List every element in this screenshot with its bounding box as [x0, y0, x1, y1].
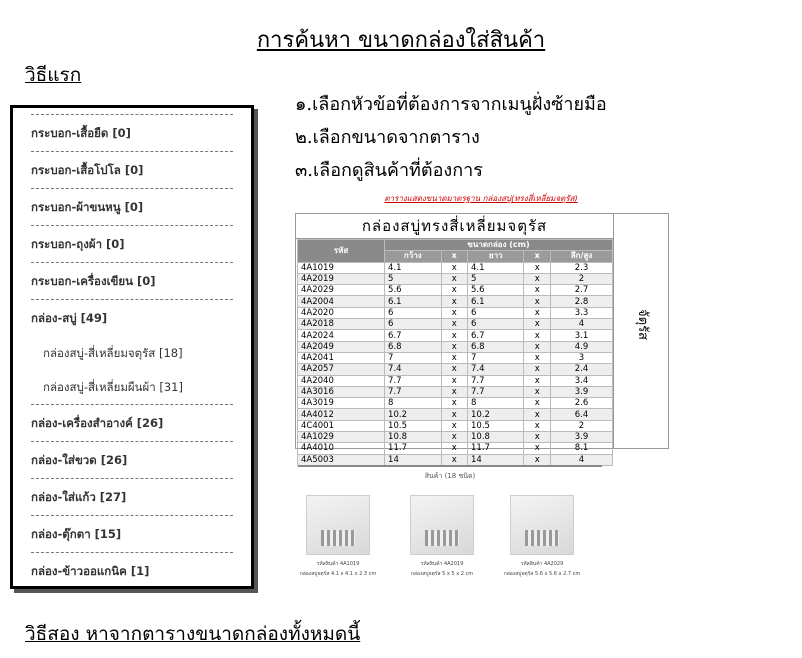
table-row — [298, 319, 613, 330]
table-cell: 4C4001 — [298, 420, 385, 431]
table-cell: 3.4 — [550, 375, 612, 386]
table-cell: 4A1029 — [298, 432, 385, 443]
table-cell: 6.8 — [468, 341, 524, 352]
table-row — [298, 330, 613, 341]
table-cell: x — [524, 375, 551, 386]
table-cell: x — [524, 307, 551, 318]
menu-category-item[interactable]: กล่อง-ข้าวออแกนิค [1] — [31, 552, 233, 589]
table-cell: 4.1 — [385, 262, 441, 273]
table-row — [298, 454, 613, 465]
table-row — [298, 352, 613, 363]
col-width-header: กว้าง — [385, 251, 441, 262]
table-cell: 7.7 — [468, 375, 524, 386]
table-cell: 2 — [550, 420, 612, 431]
step-2: ๒.เลือกขนาดจากตาราง — [295, 127, 480, 148]
table-cell: 4A2018 — [298, 319, 385, 330]
table-cell: 10.5 — [468, 420, 524, 431]
table-cell: 10.8 — [385, 432, 441, 443]
table-cell: 7.4 — [468, 364, 524, 375]
table-cell: x — [524, 454, 551, 465]
menu-subcategory-item[interactable]: กล่องสบู่-สี่เหลี่ยมจตุรัส [18] — [43, 346, 183, 360]
table-row — [298, 296, 613, 307]
table-cell: x — [441, 454, 468, 465]
table-cell: 7.7 — [385, 386, 441, 397]
table-cell: x — [524, 319, 551, 330]
menu-category-item[interactable]: กระบอก-เครื่องเขียน [0] — [31, 262, 233, 299]
table-cell: 4.9 — [550, 341, 612, 352]
table-row — [298, 341, 613, 352]
table-row — [298, 420, 613, 431]
table-row — [298, 409, 613, 420]
table-cell: 6.1 — [468, 296, 524, 307]
table-cell: 7 — [385, 352, 441, 363]
product-image[interactable] — [410, 495, 474, 555]
table-cell: 10.2 — [468, 409, 524, 420]
table-cell: 3.9 — [550, 386, 612, 397]
table-row — [298, 443, 613, 454]
side-label: จัตุรัส — [634, 309, 650, 340]
table-cell: 4A3019 — [298, 398, 385, 409]
table-cell: x — [441, 296, 468, 307]
col-x-header: x — [524, 251, 551, 262]
table-cell: x — [441, 307, 468, 318]
table-cell: x — [524, 262, 551, 273]
table-cell: x — [441, 398, 468, 409]
table-cell: 2.8 — [550, 296, 612, 307]
table-cell: 7 — [468, 352, 524, 363]
product-image[interactable] — [306, 495, 370, 555]
table-cell: x — [441, 285, 468, 296]
product-count-header: สินค้า (18 ชนิด) — [424, 472, 476, 480]
table-caption: ตารางแสดงขนาดมาตรฐาน กล่องสบู่(ทรงสี่เหลี่ยมจตุรัส) — [384, 194, 578, 203]
table-cell: 6.8 — [385, 341, 441, 352]
table-cell: 4A2020 — [298, 307, 385, 318]
table-cell: x — [524, 409, 551, 420]
table-cell: 4A2029 — [298, 285, 385, 296]
table-cell: x — [441, 273, 468, 284]
size-table-side-panel — [613, 214, 668, 448]
table-cell: 3 — [550, 352, 612, 363]
table-cell: 6.1 — [385, 296, 441, 307]
table-cell: 4A4012 — [298, 409, 385, 420]
table-cell: 4A4010 — [298, 443, 385, 454]
menu-category-item[interactable]: กล่อง-สบู่ [49] — [31, 299, 233, 336]
table-cell: 4 — [550, 454, 612, 465]
table-cell: 2.3 — [550, 262, 612, 273]
table-cell: 4A2049 — [298, 341, 385, 352]
product-card[interactable] — [402, 495, 482, 578]
table-cell: 4A2024 — [298, 330, 385, 341]
table-cell: 5 — [385, 273, 441, 284]
category-menu — [10, 105, 254, 589]
table-cell: 6.7 — [468, 330, 524, 341]
table-row — [298, 262, 613, 273]
table-row — [298, 364, 613, 375]
menu-category-item[interactable]: กระบอก-เสื้อยืด [0] — [31, 114, 233, 151]
table-cell: 3.9 — [550, 432, 612, 443]
table-cell: 6 — [468, 307, 524, 318]
table-cell: x — [441, 330, 468, 341]
table-cell: x — [524, 398, 551, 409]
table-cell: 4A2057 — [298, 364, 385, 375]
table-cell: x — [441, 319, 468, 330]
product-name[interactable]: กล่องสบู่จตุรัส 5.6 x 5.6 x 2.7 cm — [503, 571, 581, 577]
menu-category-item[interactable]: กล่อง-เครื่องสำอางค์ [26] — [31, 404, 233, 441]
table-cell: 8 — [468, 398, 524, 409]
table-cell: 6.4 — [550, 409, 612, 420]
menu-category-item[interactable]: กระบอก-ถุงผ้า [0] — [31, 225, 233, 262]
size-table-title: กล่องสบู่ทรงสี่เหลี่ยมจตุรัส — [296, 214, 613, 239]
table-cell: 11.7 — [468, 443, 524, 454]
product-card[interactable] — [502, 495, 582, 578]
table-cell: 5 — [468, 273, 524, 284]
table-row — [298, 432, 613, 443]
table-cell: 11.7 — [385, 443, 441, 454]
table-cell: 6 — [385, 319, 441, 330]
col-height-header: ลึก/สูง — [550, 251, 612, 262]
table-cell: 4A3016 — [298, 386, 385, 397]
method-one-heading: วิธีแรก — [25, 64, 82, 86]
col-length-header: ยาว — [468, 251, 524, 262]
category-menu-list — [13, 108, 251, 589]
table-cell: x — [441, 364, 468, 375]
table-cell: x — [441, 409, 468, 420]
size-table — [297, 239, 613, 466]
table-cell: 10.2 — [385, 409, 441, 420]
table-row — [298, 386, 613, 397]
table-cell: 4 — [550, 319, 612, 330]
table-row — [298, 285, 613, 296]
menu-category-item[interactable]: กล่อง-ใส่แก้ว [27] — [31, 478, 233, 515]
table-cell: 8 — [385, 398, 441, 409]
table-row — [298, 307, 613, 318]
table-cell: 2 — [550, 273, 612, 284]
table-cell: 2.4 — [550, 364, 612, 375]
table-cell: x — [441, 352, 468, 363]
table-cell: 2.6 — [550, 398, 612, 409]
table-cell: x — [524, 330, 551, 341]
table-cell: x — [524, 364, 551, 375]
product-name[interactable]: กล่องสบู่จตุรัส 5 x 5 x 2 cm — [410, 571, 474, 577]
table-cell: 4A2019 — [298, 273, 385, 284]
instruction-steps — [295, 88, 607, 187]
table-cell: x — [441, 432, 468, 443]
table-cell: 4A5003 — [298, 454, 385, 465]
menu-category-item[interactable]: กล่อง-ตุ๊กตา [15] — [31, 515, 233, 552]
table-cell: 6 — [385, 307, 441, 318]
method-two-heading: วิธีสอง หาจากตารางขนาดกล่องทั้งหมดนี้ — [25, 623, 361, 645]
table-cell: 7.4 — [385, 364, 441, 375]
table-cell: 3.1 — [550, 330, 612, 341]
table-cell: 5.6 — [468, 285, 524, 296]
menu-subcategory-item[interactable]: กล่องสบู่-สี่เหลี่ยมผืนผ้า [31] — [43, 380, 183, 394]
table-cell: 6 — [468, 319, 524, 330]
table-cell: 4A2041 — [298, 352, 385, 363]
table-cell: 4A2040 — [298, 375, 385, 386]
table-cell: x — [441, 262, 468, 273]
table-cell: 5.6 — [385, 285, 441, 296]
table-cell: 10.5 — [385, 420, 441, 431]
step-1: ๑.เลือกหัวข้อที่ต้องการจากเมนูฝั่งซ้ายมือ — [295, 94, 607, 115]
product-code: รหัสสินค้า 4A2029 — [520, 561, 564, 567]
table-row — [298, 375, 613, 386]
table-cell: x — [441, 375, 468, 386]
table-cell: x — [524, 352, 551, 363]
table-cell: x — [524, 341, 551, 352]
menu-category-item[interactable]: กระบอก-เสื้อโปโล [0] — [31, 151, 233, 188]
table-cell: x — [524, 420, 551, 431]
table-row — [298, 273, 613, 284]
table-cell: x — [524, 273, 551, 284]
step-3: ๓.เลือกดูสินค้าที่ต้องการ — [295, 160, 483, 181]
table-cell: 14 — [468, 454, 524, 465]
table-row — [298, 398, 613, 409]
menu-category-item[interactable]: กระบอก-ผ้าขนหนู [0] — [31, 188, 233, 225]
table-cell: 10.8 — [468, 432, 524, 443]
col-code-header: รหัส — [298, 240, 385, 263]
table-cell: x — [441, 386, 468, 397]
product-code: รหัสสินค้า 4A2019 — [420, 561, 464, 567]
table-cell: 7.7 — [468, 386, 524, 397]
size-table-image — [295, 213, 669, 465]
table-cell: 4.1 — [468, 262, 524, 273]
table-cell: 4A1019 — [298, 262, 385, 273]
table-cell: x — [524, 285, 551, 296]
product-code: รหัสสินค้า 4A1019 — [316, 561, 360, 567]
page-title: การค้นหา ขนาดกล่องใส่สินค้า — [256, 28, 546, 53]
product-card[interactable] — [298, 495, 378, 578]
table-cell: x — [441, 341, 468, 352]
table-cell: 6.7 — [385, 330, 441, 341]
table-cell: x — [524, 432, 551, 443]
table-cell: 8.1 — [550, 443, 612, 454]
col-x-header: x — [441, 251, 468, 262]
divider — [298, 465, 602, 467]
table-cell: 3.3 — [550, 307, 612, 318]
product-image[interactable] — [510, 495, 574, 555]
table-cell: 14 — [385, 454, 441, 465]
table-cell: x — [524, 443, 551, 454]
table-cell: x — [524, 296, 551, 307]
table-cell: x — [441, 443, 468, 454]
table-cell: 2.7 — [550, 285, 612, 296]
table-cell: 4A2004 — [298, 296, 385, 307]
menu-category-item[interactable]: กล่อง-ใส่ขวด [26] — [31, 441, 233, 478]
product-preview — [298, 465, 602, 585]
table-cell: x — [441, 420, 468, 431]
col-size-group-header: ขนาดกล่อง (cm) — [385, 240, 613, 251]
table-cell: x — [524, 386, 551, 397]
product-name[interactable]: กล่องสบู่จตุรัส 4.1 x 4.1 x 2.3 cm — [299, 571, 377, 577]
table-cell: 7.7 — [385, 375, 441, 386]
